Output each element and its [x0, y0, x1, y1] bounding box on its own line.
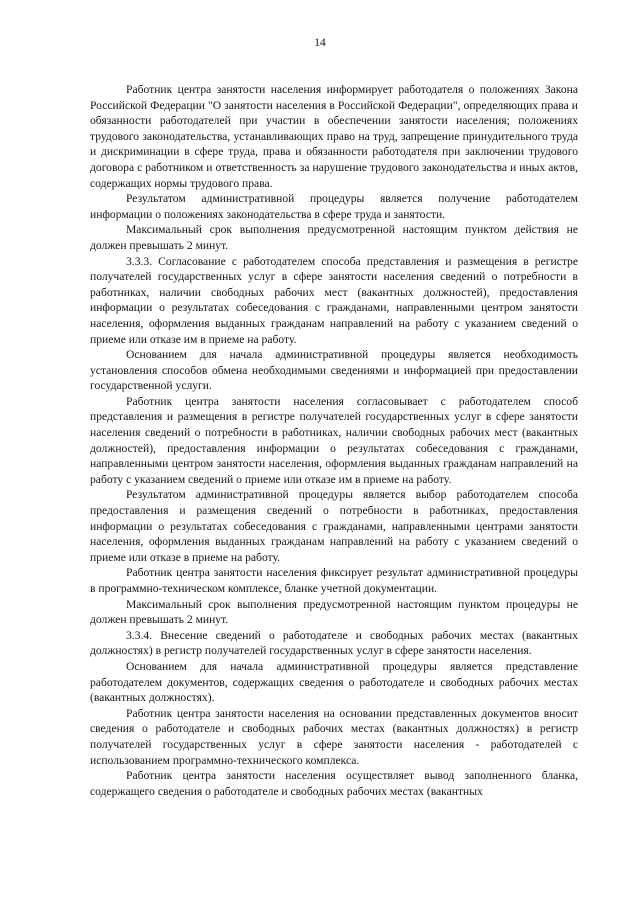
- paragraph: Работник центра занятости населения на основании представленных документов вносит сведения о работодателе и свободных рабочих местах (вакантных должностях) в регистр получателей государственных услуг в сфере занятости населения - работодателей с использованием программно-технического комплекса.: [90, 706, 578, 767]
- paragraph: Результатом административной процедуры является выбор работодателем способа предоставления и размещения сведений о потребности в работниках, предоставления информации о результатах собеседования с гражданами, направленными центрами занятости населения, оформления выданных гражданам направлений на работу с указанием сведений о приеме или отказе в приеме на работу.: [90, 488, 578, 564]
- paragraph: Работник центра занятости населения фиксирует результат административной процедуры в программно-техническом комплексе, бланке учетной документации.: [90, 566, 578, 595]
- body-text: [90, 82, 578, 799]
- paragraph: Работник центра занятости населения осуществляет вывод заполненного бланка, содержащего сведения о работодателе и свободных рабочих местах (вакантных: [90, 769, 578, 798]
- paragraph: Основанием для начала административной процедуры является представление работодателем документов, содержащих сведения о работодателе и свободных рабочих местах (вакантных должностях).: [90, 659, 578, 705]
- paragraph: Максимальный срок выполнения предусмотренной настоящим пунктом процедуры не должен превышать 2 минут.: [90, 597, 578, 627]
- paragraph: 3.3.3. Согласование с работодателем способа представления и размещения в регистре получателей государственных услуг в сфере занятости населения сведений о потребности в работниках, наличии свободных рабочих мест (вакантных должностей), предоставления информации о результатах собеседования с гражданами, направленными центром занятости населения, оформления выданных гражданам направлений на работу с указанием сведений о приеме или отказе им в приеме на работу.: [90, 254, 578, 346]
- paragraph: Результатом административной процедуры является получение работодателем информации о положениях законодательства в сфере труда и занятости.: [90, 192, 578, 221]
- paragraph: 3.3.4. Внесение сведений о работодателе и свободных рабочих местах (вакантных должностях) в регистр получателей государственных услуг в сфере занятости населения.: [90, 628, 578, 658]
- paragraph: Основанием для начала административной процедуры является необходимость установления способов обмена необходимыми сведениями и информацией при предоставлении государственной услуги.: [90, 348, 578, 393]
- paragraph: Работник центра занятости населения информирует работодателя о положениях Закона Российской Федерации "О занятости населения в Российской Федерации", определяющих права и обязанности работодателей при участии в обеспечении занятости населения; положениях трудового законодательства, устанавливающих право на труд, запрещение принудительного труда и дискриминации в сфере труда, права и обязанности работодателя при заключении трудового договора с работником и ответственность за нарушение трудового законодательства и иных актов, содержащих нормы трудового права.: [90, 83, 578, 190]
- paragraph: Максимальный срок выполнения предусмотренной настоящим пунктом действия не должен превышать 2 минут.: [90, 223, 578, 252]
- page-number: 14: [314, 37, 326, 49]
- paragraph: Работник центра занятости населения согласовывает с работодателем способ представления и размещения в регистре получателей государственных услуг в сфере занятости населения сведений о потребности в работниках, наличии свободных рабочих мест (вакантных должностей), предоставления информации о результатах собеседования с гражданами, направленными центром занятости населения, оформления выданных гражданам направлений на работу с указанием сведений о приеме или отказе им в приеме на работу.: [90, 394, 578, 486]
